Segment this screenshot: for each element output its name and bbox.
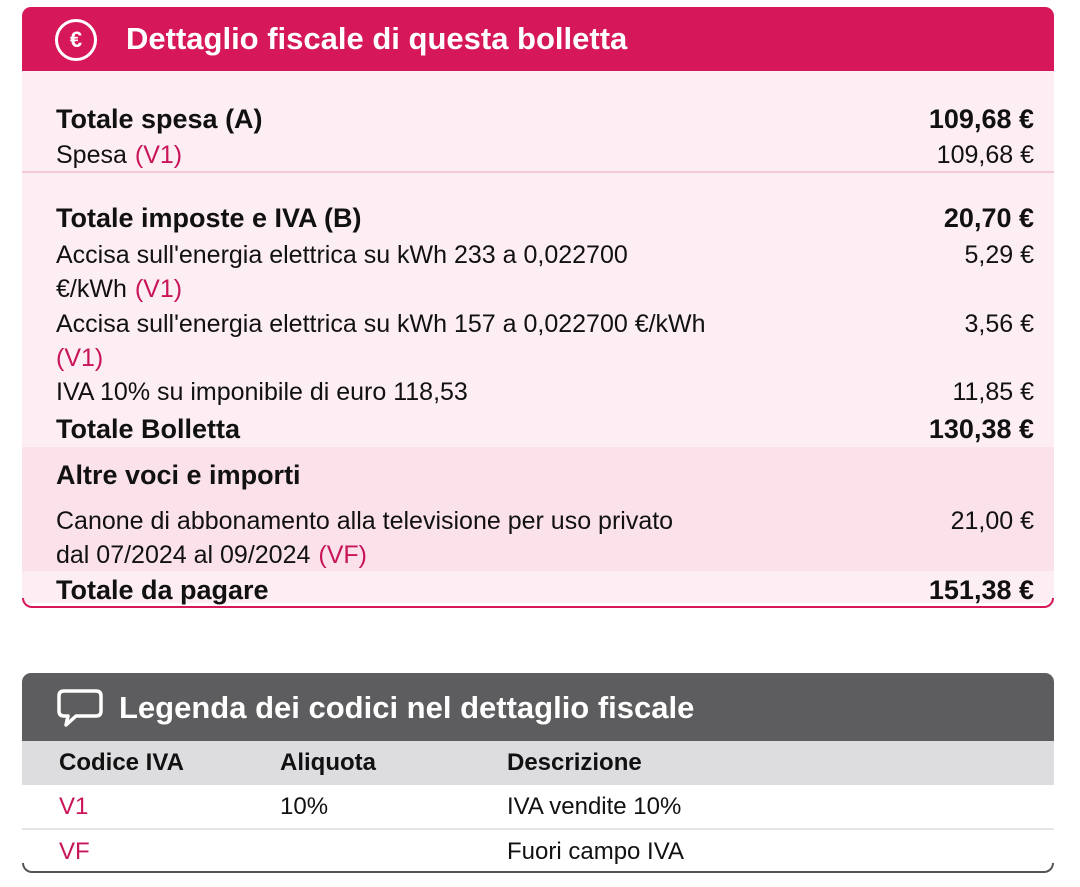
panel-bottom-border <box>22 598 1054 608</box>
column-header-aliquota: Aliquota <box>280 749 376 776</box>
table-row <box>22 785 1054 829</box>
legend-title: Legenda dei codici nel dettaglio fiscale <box>119 690 695 725</box>
column-header-codice: Codice IVA <box>59 749 184 776</box>
row-description: Fuori campo IVA <box>507 838 684 865</box>
row-code: V1 <box>59 793 89 820</box>
legend-bottom-border <box>22 863 1054 873</box>
canone-code: (VF) <box>318 541 368 569</box>
totale-bolletta-label: Totale Bolletta <box>56 414 241 444</box>
canone-period: dal 07/2024 al 09/2024 <box>56 541 311 569</box>
spesa-code: (V1) <box>134 141 183 169</box>
fiscal-detail-title: Dettaglio fiscale di questa bolletta <box>126 21 628 56</box>
accisa-233-code: (V1) <box>134 275 183 303</box>
totale-pagare-amount: 151,38 € <box>928 575 1034 605</box>
canone-label: Canone di abbonamento alla televisione per uso privato <box>56 507 674 535</box>
totale-spesa-label: Totale spesa (A) <box>56 104 263 134</box>
totale-imposte-label: Totale imposte e IVA (B) <box>56 203 362 233</box>
speech-bubble-icon <box>54 687 104 729</box>
spesa-amount: 109,68 € <box>936 141 1034 169</box>
accisa-157-code: (V1) <box>56 344 104 372</box>
iva-amount: 11,85 € <box>952 378 1034 406</box>
canone-amount: 21,00 € <box>950 507 1034 535</box>
totale-bolletta-amount: 130,38 € <box>928 414 1034 444</box>
legend-header <box>22 673 1054 741</box>
legend-panel <box>22 673 1054 877</box>
totale-imposte-amount: 20,70 € <box>943 203 1034 233</box>
accisa-157-amount: 3,56 € <box>964 310 1034 338</box>
row-description: IVA vendite 10% <box>507 793 682 820</box>
totale-pagare-label: Totale da pagare <box>56 575 269 605</box>
legend-table-header <box>22 741 1054 785</box>
spesa-label: Spesa <box>56 141 127 169</box>
iva-label: IVA 10% su imponibile di euro 118,53 <box>56 378 468 406</box>
accisa-233-label: Accisa sull'energia elettrica su kWh 233 a 0,022700 <box>56 241 628 269</box>
accisa-233-label-cont: €/kWh <box>56 275 127 303</box>
totale-spesa-amount: 109,68 € <box>928 104 1034 134</box>
row-rate: 10% <box>280 793 329 820</box>
altre-voci-heading: Altre voci e importi <box>56 460 301 490</box>
column-header-descrizione: Descrizione <box>507 749 642 776</box>
accisa-233-amount: 5,29 € <box>964 241 1034 269</box>
euro-circle-icon: € <box>55 19 97 61</box>
row-code: VF <box>59 838 90 865</box>
accisa-157-label: Accisa sull'energia elettrica su kWh 157 a 0,022700 €/kWh <box>56 310 706 338</box>
fiscal-detail-panel <box>22 7 1054 609</box>
fiscal-detail-header <box>22 7 1054 71</box>
